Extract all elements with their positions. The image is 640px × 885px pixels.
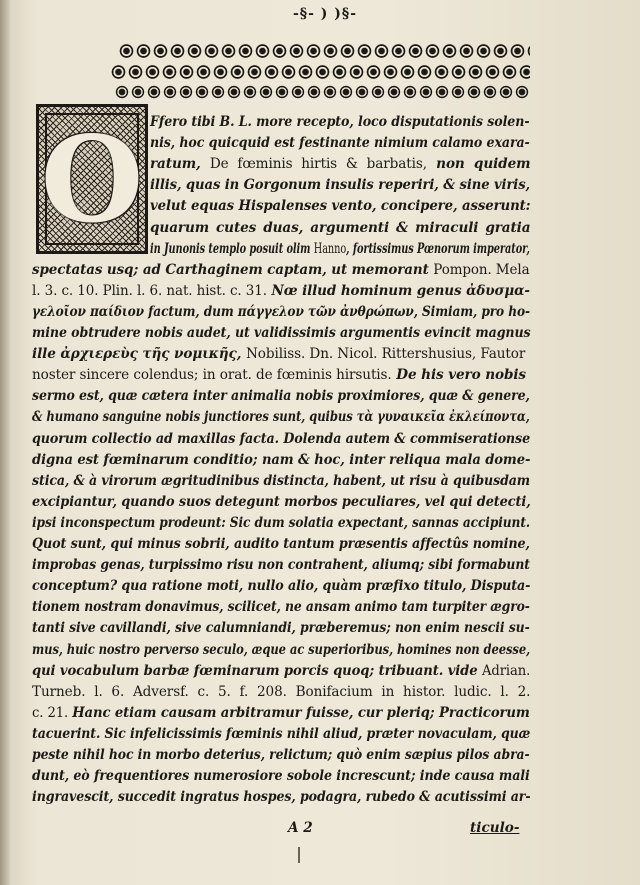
text-segment: tacuerint. Sic infelicissimis fœminis nihil aliud, præter novaculam, quæ (32, 725, 531, 742)
text-segment: Hanno (313, 240, 347, 257)
text-segment: nis, hoc quicquid est festinante nimium calamo exara- (150, 135, 530, 152)
text-line (150, 112, 529, 133)
text-segment: sermo est, quæ cætera inter animalia nobis proximiores, quæ & genere, (32, 388, 530, 405)
text-segment: ingravescit, succedit ingratus hospes, podagra, rubedo & acutissimi ar- (32, 789, 531, 806)
text-segment: Adrian. (481, 662, 531, 679)
text-segment: digna est fœminarum conditio; nam & hoc, inter reliqua mala dome- (32, 451, 531, 468)
text-segment: noster sincere colendus; in orat. de fœminis hirsutis. (32, 367, 392, 384)
text-line (32, 450, 530, 471)
catchword: ticulo- (470, 820, 520, 836)
text-line (150, 218, 530, 239)
text-line (32, 682, 530, 703)
ornament-band-bottom (114, 84, 530, 100)
text-segment: Ffero tibi B. L. more recepto, loco disputationis solen- (150, 114, 530, 130)
text-segment: quarum cutes duas, argumenti & miraculi gratia (150, 219, 531, 236)
text-line (150, 175, 530, 196)
text-segment: Hanc etiam causam arbitramur fuisse, cur pleriq; Practicorum (72, 704, 530, 721)
text-line (32, 407, 530, 428)
text-line (32, 555, 530, 576)
text-segment: non quidem (426, 156, 531, 173)
text-line (32, 471, 530, 492)
text-line (32, 260, 529, 281)
text-line (150, 196, 530, 217)
text-line (32, 513, 530, 534)
decorated-initial (36, 104, 148, 254)
text-line (32, 703, 530, 724)
text-segment: & humano sanguine nobis junctiores sunt, quibus τὰ γυναικεῖα ἐκλείποντα, (32, 409, 530, 426)
text-line (32, 618, 530, 639)
text-line (32, 386, 530, 407)
text-line (32, 429, 530, 450)
text-line (32, 302, 530, 323)
ornament-band-top (118, 42, 530, 60)
text-line (32, 766, 530, 787)
text-segment: peste nihil hoc in morbo deterius, relictum; quò enim sæpius pilos abra- (32, 747, 530, 763)
text-line (32, 661, 530, 682)
text-segment: dunt, eò frequentiores numerosiore sobole increscunt; inde causa mali (32, 768, 530, 785)
text-line (32, 281, 530, 302)
text-line (150, 239, 530, 260)
text-segment: mine obtrudere nobis audet, ut validissimis argumentis evincit magnus (32, 325, 531, 341)
text-segment: tionem nostram donavimus, scilicet, ne ansam animo tam turpiter ægro- (32, 599, 530, 616)
text-segment: Nœ illud hominum genus ἀδυσμα- (266, 282, 530, 299)
text-segment: Pompon. Mela (433, 261, 530, 278)
text-line (150, 133, 530, 154)
text-segment: stica, & à virorum ægritudinibus distincta, habent, ut risu à quibusdam (32, 472, 531, 489)
text-segment: excipiantur, quando suos detegunt morbos peculiares, vel qui detecti, (32, 493, 531, 510)
text-line (32, 344, 525, 365)
text-line (32, 640, 530, 661)
text-segment: in Junonis templo posuit olim (150, 240, 314, 257)
signature-mark: A 2 (288, 820, 313, 836)
text-line (32, 534, 530, 555)
text-line (150, 154, 530, 175)
binding-gutter (0, 0, 10, 885)
text-segment: γελοῖον παίδιον factum, dum πάγγελον τῶν ἀνθρώπων, Simiam, pro ho- (32, 303, 530, 320)
page-mark (298, 847, 300, 863)
text-segment: quorum collectio ad maxillas facta. Dolenda autem & commiserationse (32, 430, 531, 447)
text-segment: ratum, (150, 156, 210, 173)
text-segment: Nobiliss. Dn. Nicol. Rittershusius, Fautor (245, 346, 526, 363)
text-segment: mus, huic nostro perverso seculo, æque ac superioribus, homines non deesse, (32, 641, 531, 658)
text-segment: tanti sive cavillandi, sive calumniandi, præberemus; non enim nescii su- (32, 620, 530, 637)
text-segment: qui vocabulum barbæ fœminarum porcis quoq; tribuant. vide (32, 662, 482, 679)
initial-letter: O (40, 110, 144, 249)
text-line (32, 576, 530, 597)
text-segment: Quot sunt, qui minus sobrii, audito tantum præsentis affectûs nomine, (32, 536, 530, 552)
text-segment: velut equas Hispalenses vento, concipere, asserunt: (150, 198, 531, 215)
header-ornament: -§- ) )§- (292, 6, 358, 22)
text-segment: conceptum? qua ratione moti, nullo alio, quàm præfixo titulo, Disputa- (32, 578, 531, 595)
text-line (32, 365, 526, 386)
text-line (32, 597, 530, 618)
text-line (32, 724, 530, 745)
text-segment: ille ἀρχιερεὺς τῆς νομικῆς, (32, 346, 246, 363)
text-segment: , fortissimus Pœnorum imperator, (346, 240, 530, 257)
text-line (32, 787, 530, 808)
text-line (32, 492, 531, 513)
text-segment: improbas genas, turpissimo risu non contrahent, aliumq; sibi formabunt (32, 557, 530, 574)
text-line (32, 323, 531, 344)
text-segment: spectatas usq; ad Carthaginem captam, ut memorant (32, 261, 434, 278)
text-segment: ipsi inconspectum prodeunt: Sic dum solatia expectant, sannas accipiunt. (32, 514, 531, 531)
text-segment: c. 21. (32, 704, 73, 721)
text-segment: illis, quas in Gorgonum insulis reperiri, & sine viris, (150, 177, 531, 194)
text-line (32, 745, 530, 766)
text-segment: Turneb. l. 6. Adversf. c. 5. f. 208. Bonifacium in histor. ludic. l. 2. (32, 683, 531, 700)
ornament-band-middle (110, 63, 530, 81)
text-segment: l. 3. c. 10. Plin. l. 6. nat. hist. c. 31. (32, 282, 267, 299)
text-segment: De his vero nobis (391, 367, 526, 384)
text-segment: De fœminis hirtis & barbatis, (209, 156, 427, 173)
